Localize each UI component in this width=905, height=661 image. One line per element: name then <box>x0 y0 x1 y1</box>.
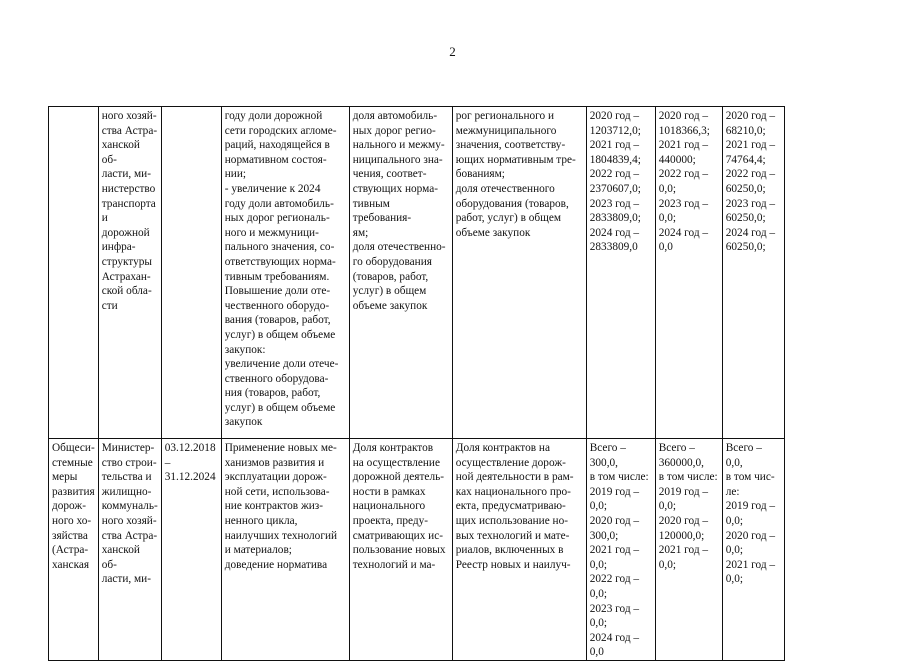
cell-period <box>161 107 221 439</box>
cell-line: Министер- <box>101 442 155 454</box>
cell-line: ле: <box>725 485 740 498</box>
cell-line: ного хозяй- <box>101 514 157 527</box>
cell-line: 360000,0, <box>658 456 704 469</box>
cell-line: 2024 год – <box>658 226 709 239</box>
cell-line: 2022 год – 0,0; <box>589 573 640 600</box>
cell-line: 0,0; <box>658 182 677 195</box>
cell-line: национального <box>352 500 426 513</box>
cell-line: Астрахан- <box>101 270 151 283</box>
cell-line: ства Астра- <box>101 124 158 137</box>
cell-line: нистерство <box>101 182 156 195</box>
cell-line: 1804839,4; <box>589 153 641 166</box>
cell-line: пользование новых <box>352 544 446 557</box>
cell-line: 2833809,0; <box>589 212 641 225</box>
cell-line: ности в рамках <box>352 485 426 498</box>
cell-indicator-detail <box>452 439 586 661</box>
cell-line: тивным требованиям. <box>224 270 330 283</box>
cell-line: закупок <box>224 416 263 429</box>
cell-line: Всего – <box>658 442 695 454</box>
cell-line: 2021 год – <box>589 139 640 152</box>
cell-line: эксплуатации дорож- <box>224 471 327 484</box>
cell-line: значения, соответству- <box>455 139 566 152</box>
cell-line: ласти, ми- <box>101 168 151 181</box>
cell-funding-1 <box>586 439 655 661</box>
cell-line: 300,0; <box>589 529 619 542</box>
cell-line: ханизмов развития и <box>224 456 325 469</box>
cell-line: ство строи- <box>101 456 157 469</box>
cell-line: нии; <box>224 168 247 181</box>
cell-line: ствующих норма- <box>352 182 438 195</box>
cell-line: екта, предусматриваю- <box>455 500 566 513</box>
cell-line: Реестр новых и наилуч- <box>455 558 571 571</box>
cell-measure <box>49 107 99 439</box>
cell-line: работ, услуг) в общем <box>455 212 561 225</box>
cell-line: 2021 год – <box>725 558 776 571</box>
cell-line: - увеличение к 2024 <box>224 182 321 195</box>
cell-funding-2 <box>655 439 722 661</box>
cell-line: ответствующих норма- <box>224 255 336 268</box>
cell-line: 0,0; <box>658 500 677 513</box>
cell-line: (Астра- <box>52 544 89 557</box>
cell-line: 74764,4; <box>725 153 766 166</box>
cell-line: осуществление дорож- <box>455 456 566 469</box>
cell-line: коммуналь- <box>101 500 158 513</box>
cell-line: рог регионального и <box>455 110 555 122</box>
cell-line: увеличение доли отече- <box>224 358 339 371</box>
table-row <box>49 107 785 439</box>
cell-line: 68210,0; <box>725 124 766 137</box>
cell-line: 2024 год – 0,0 <box>589 631 640 659</box>
cell-line: жилищно- <box>101 485 152 498</box>
cell-line: ства Астра- <box>101 529 158 542</box>
cell-line: Применение новых ме- <box>224 442 337 454</box>
cell-line: услуг) в общем объеме <box>224 328 336 341</box>
cell-line: риалов, включенных в <box>455 544 564 557</box>
cell-line: инфра- <box>101 241 136 254</box>
page-number: 2 <box>449 44 456 59</box>
cell-line: 2023 год – 0,0; <box>589 602 640 630</box>
cell-funding-1 <box>586 107 655 439</box>
cell-line: ной сети, использова- <box>224 485 330 498</box>
cell-line: в том числе: <box>589 471 649 484</box>
cell-line: ханская <box>52 558 90 571</box>
cell-line: 2023 год – <box>589 197 640 210</box>
cell-line: доля автомобиль- <box>352 110 438 122</box>
cell-line: 120000,0; <box>658 529 705 542</box>
cell-line: доля отечественно- <box>352 241 446 254</box>
cell-line: стемные <box>52 456 93 469</box>
cell-line: году доли дорожной <box>224 110 323 122</box>
cell-line: 2021 год – 0,0; <box>589 544 640 571</box>
cell-line: дорож- <box>52 500 86 513</box>
cell-line: сти <box>101 299 118 312</box>
cell-line: ных дорог регио- <box>352 124 436 137</box>
cell-line: 2023 год – <box>658 197 709 210</box>
cell-line: бованиям; <box>455 168 505 181</box>
cell-line: 2022 год – <box>589 168 640 181</box>
cell-line: доля отечественного <box>455 182 555 195</box>
cell-line: го оборудования <box>352 255 432 268</box>
cell-line: ханской об- <box>101 544 140 571</box>
cell-period <box>161 439 221 661</box>
cell-line: ющих нормативным тре- <box>455 153 576 166</box>
cell-line: ненного цикла, <box>224 514 298 527</box>
cell-line: в том числе: <box>658 471 718 484</box>
cell-line: Всего – 300,0, <box>589 442 626 469</box>
cell-line: ние контрактов жиз- <box>224 500 324 513</box>
table-row <box>49 439 785 661</box>
cell-line: чественного оборудо- <box>224 299 330 312</box>
cell-line: в том чис- <box>725 471 775 484</box>
cell-line: и дорожной <box>101 212 150 239</box>
cell-line: 2022 год – <box>725 168 776 181</box>
cell-line: развития <box>52 485 95 498</box>
cell-line: 2021 год – <box>658 544 709 557</box>
cell-line: 2020 год – <box>589 514 640 527</box>
cell-line: ханской об- <box>101 139 140 166</box>
cell-line: оборудования (товаров, <box>455 197 569 210</box>
cell-indicator <box>349 439 452 661</box>
cell-line: технологий и ма- <box>352 558 436 571</box>
cell-line: ской обла- <box>101 285 152 298</box>
cell-line: нального и межму- <box>352 139 445 152</box>
cell-line: (товаров, работ, <box>352 270 429 283</box>
cell-line: 2020 год – <box>725 529 776 542</box>
cell-line: ного хо- <box>52 514 92 527</box>
cell-line: 0,0 <box>658 241 673 254</box>
cell-line: 31.12.2024 <box>164 471 216 484</box>
cell-result <box>221 439 349 661</box>
cell-line: 2370607,0; <box>589 182 641 195</box>
cell-line: 2020 год – <box>658 514 709 527</box>
cell-line: 60250,0; <box>725 212 766 225</box>
cell-responsible <box>98 107 161 439</box>
cell-line: 1203712,0; <box>589 124 641 137</box>
cell-line: на осуществление <box>352 456 440 469</box>
cell-line: ственного оборудова- <box>224 372 329 385</box>
cell-line: 2024 год – <box>725 226 776 239</box>
cell-line: 0,0; <box>725 514 744 527</box>
cell-measure <box>49 439 99 661</box>
cell-line: 2020 год – <box>658 110 709 122</box>
cell-line: объеме закупок <box>455 226 531 239</box>
cell-line: доведение норматива <box>224 558 328 571</box>
cell-line: услуг) в общем объеме <box>224 401 336 414</box>
cell-line: Общеси- <box>52 442 95 454</box>
cell-line: ния (товаров, работ, <box>224 387 321 400</box>
cell-line: 2019 год – 0,0; <box>589 485 640 513</box>
cell-line: ного и межмуници- <box>224 226 319 239</box>
cell-line: вых технологий и мате- <box>455 529 570 542</box>
cell-line: ной деятельности в рам- <box>455 471 574 484</box>
cell-line: тельства и <box>101 471 152 484</box>
cell-line: сети городских агломе- <box>224 124 337 137</box>
cell-line: 2023 год – <box>725 197 776 210</box>
cell-line: 0,0; <box>725 573 744 586</box>
cell-line: ям; <box>352 226 369 239</box>
cell-line: Всего – 0,0, <box>725 442 762 469</box>
cell-line: раций, находящейся в <box>224 139 330 152</box>
cell-funding-3 <box>722 107 784 439</box>
cell-result <box>221 107 349 439</box>
cell-line: 2019 год – <box>725 500 776 513</box>
cell-line: нормативном состоя- <box>224 153 327 166</box>
cell-line: 2020 год – <box>589 110 640 122</box>
cell-line: ных дорог региональ- <box>224 212 330 225</box>
cell-line: 2020 год – <box>725 110 776 122</box>
cell-line: Повышение доли оте- <box>224 285 331 298</box>
cell-line: 440000; <box>658 153 696 166</box>
cell-line: сматривающих ис- <box>352 529 444 542</box>
cell-line: пального значения, со- <box>224 241 335 254</box>
cell-line: 0,0; <box>658 212 677 225</box>
cell-line: ласти, ми- <box>101 573 151 586</box>
cell-line: ниципального зна- <box>352 153 443 166</box>
program-table <box>48 106 785 661</box>
cell-line: Доля контрактов на <box>455 442 550 454</box>
cell-line: щих использование но- <box>455 514 568 527</box>
cell-funding-3 <box>722 439 784 661</box>
cell-responsible <box>98 439 161 661</box>
cell-line: 2019 год – <box>658 485 709 498</box>
cell-line: 0,0; <box>725 544 744 557</box>
cell-line: услуг) в общем <box>352 285 427 298</box>
cell-line: 0,0; <box>658 558 677 571</box>
cell-line: 2833809,0 <box>589 241 638 254</box>
cell-line: структуры <box>101 255 152 268</box>
cell-line: чения, соответ- <box>352 168 427 181</box>
cell-line: тивным требования- <box>352 197 412 225</box>
cell-line: объеме закупок <box>352 299 428 312</box>
cell-line: зяйства <box>52 529 88 542</box>
cell-indicator <box>349 107 452 439</box>
cell-line: 2022 год – <box>658 168 709 181</box>
cell-line: Доля контрактов <box>352 442 434 454</box>
cell-line: транспорта <box>101 197 156 210</box>
cell-line: 03.12.2018 – <box>164 442 216 469</box>
cell-line: меры <box>52 471 78 484</box>
cell-line: дорожной деятель- <box>352 471 444 484</box>
cell-line: 1018366,3; <box>658 124 710 137</box>
cell-line: межмуниципального <box>455 124 557 137</box>
cell-line: 2024 год – <box>589 226 640 239</box>
cell-line: 2021 год – <box>725 139 776 152</box>
cell-line: ках национального про- <box>455 485 571 498</box>
cell-line: вания (товаров, работ, <box>224 314 331 327</box>
cell-indicator-detail <box>452 107 586 439</box>
cell-line: закупок: <box>224 343 266 356</box>
cell-line: 60250,0; <box>725 241 766 254</box>
cell-line: ного хозяй- <box>101 110 157 122</box>
cell-line: году доли автомобиль- <box>224 197 334 210</box>
cell-line: 60250,0; <box>725 182 766 195</box>
cell-line: 2021 год – <box>658 139 709 152</box>
cell-line: проекта, преду- <box>352 514 429 527</box>
cell-line: и материалов; <box>224 544 292 557</box>
cell-line: наилучших технологий <box>224 529 338 542</box>
cell-funding-2 <box>655 107 722 439</box>
